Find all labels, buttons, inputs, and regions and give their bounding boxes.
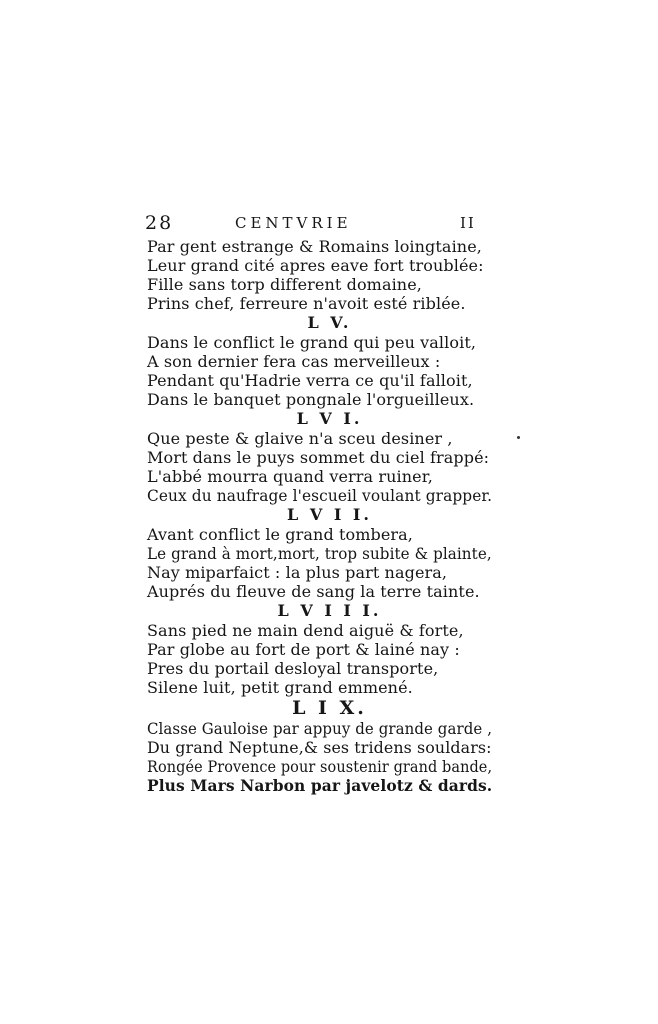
verse-line: Avant conflict le grand tombera,	[147, 525, 413, 544]
verse-line: A son dernier fera cas merveilleux :	[147, 352, 441, 371]
quatrain-number: L I X.	[292, 697, 367, 719]
verse-line: Pendant qu'Hadrie verra ce qu'il falloit,	[147, 371, 473, 390]
ink-speck	[517, 436, 520, 439]
verse-line: Dans le banquet pongnale l'orgueilleux.	[147, 390, 475, 409]
quatrain-number: L V I I I.	[277, 601, 382, 620]
verse-line: Pres du portail desloyal transporte,	[147, 659, 439, 678]
verse-line: Du grand Neptune,& ses tridens souldars:	[147, 738, 492, 757]
verse-line: Silene luit, petit grand emmené.	[147, 678, 413, 697]
book-number: II	[460, 214, 476, 232]
verse-line: L'abbé mourra quand verra ruiner,	[147, 467, 433, 486]
verse-line: Le grand à mort,mort, trop subite & plainte,	[147, 544, 492, 563]
verse-line: Que peste & glaive n'a sceu desiner ,	[147, 429, 453, 448]
verse-line: Auprés du fleuve de sang la terre tainte.	[147, 582, 480, 601]
quatrain-number: L V I I.	[287, 505, 372, 524]
verse-line: Ceux du naufrage l'escueil voulant grapper.	[147, 486, 493, 505]
page-header	[145, 210, 475, 236]
verse-line: Fille sans torp different domaine,	[147, 275, 422, 294]
running-title: CENTVRIE	[235, 214, 352, 232]
verse-line: Nay miparfaict : la plus part nagera,	[147, 563, 448, 582]
verse-line: Leur grand cité apres eave fort troublée:	[147, 256, 484, 275]
verse-line: Par gent estrange & Romains loingtaine,	[147, 237, 482, 256]
verse-line: Prins chef, ferreure n'avoit esté riblée.	[147, 294, 466, 313]
verse-line: Plus Mars Narbon par javelotz & dards.	[147, 776, 493, 795]
quatrain-number: L V.	[307, 313, 352, 332]
page-number: 28	[145, 212, 174, 234]
quatrain-number: L V I.	[296, 409, 363, 428]
verse-line: Dans le conflict le grand qui peu valloit,	[147, 333, 477, 352]
verse-line: Classe Gauloise par appuy de grande garde ,	[147, 719, 493, 738]
verse-line: Par globe au fort de port & lainé nay :	[147, 640, 460, 659]
verse-line: Rongée Provence pour soustenir grand bande,	[147, 757, 493, 776]
verse-line: Mort dans le puys sommet du ciel frappé:	[147, 448, 490, 467]
verse-line: Sans pied ne main dend aiguë & forte,	[147, 621, 464, 640]
text-block	[147, 237, 492, 795]
